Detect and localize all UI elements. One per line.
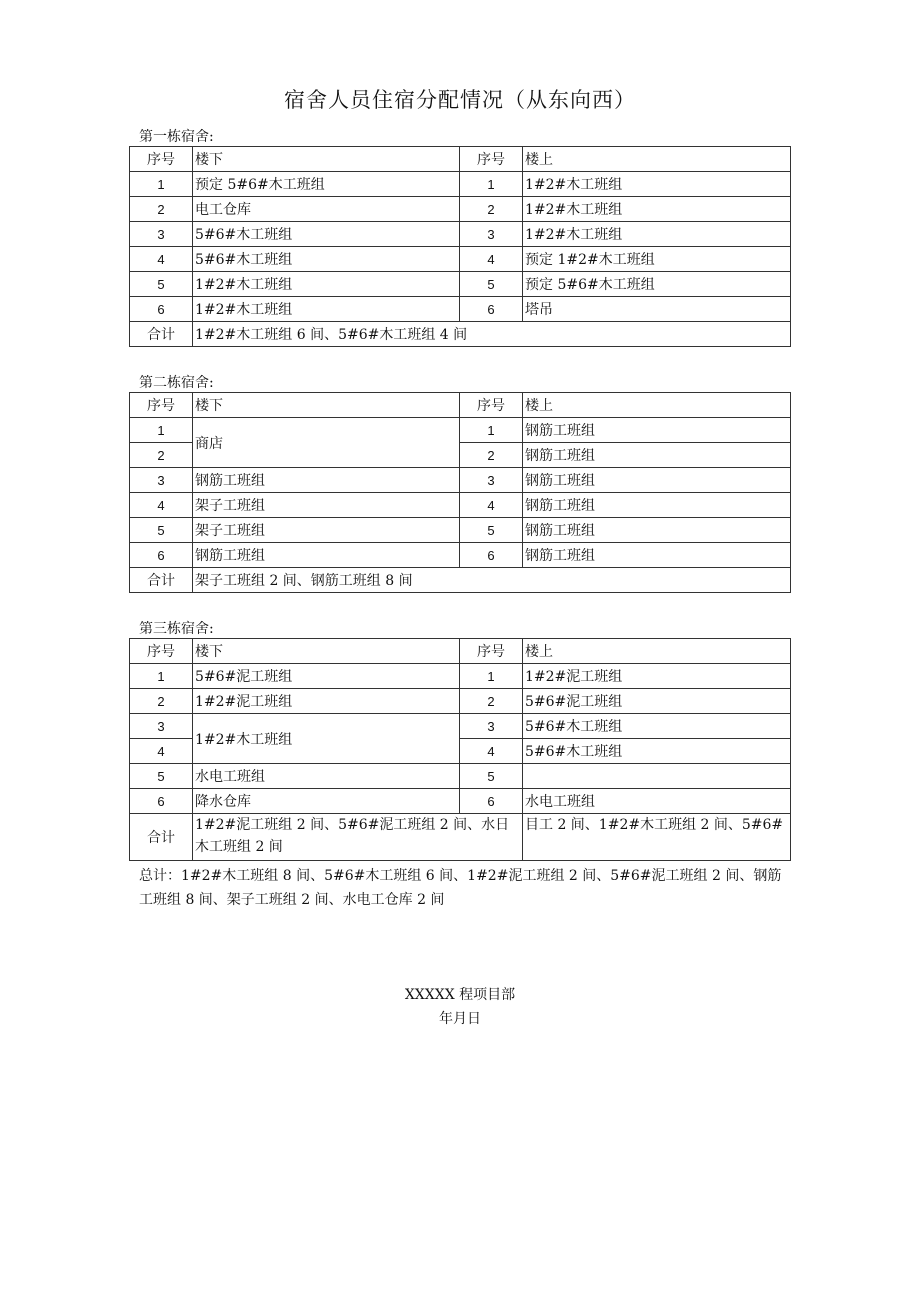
downstairs-cell: 钢筋工班组 — [193, 543, 460, 568]
downstairs-cell: 1#2#木工班组 — [193, 297, 460, 322]
row-number: 5 — [130, 764, 193, 789]
total-row — [130, 322, 791, 347]
downstairs-header: 楼下 — [193, 639, 460, 664]
building-3-table — [129, 638, 791, 861]
table-row — [130, 664, 791, 689]
total-value: 1#2#木工班组 6 间、5#6#木工班组 4 间 — [193, 322, 791, 347]
upstairs-cell: 塔吊 — [523, 297, 791, 322]
upstairs-cell: 钢筋工班组 — [523, 443, 791, 468]
downstairs-cell: 钢筋工班组 — [193, 468, 460, 493]
row-number: 2 — [460, 689, 523, 714]
table-row — [130, 789, 791, 814]
downstairs-cell: 1#2#木工班组 — [193, 272, 460, 297]
downstairs-cell: 水电工班组 — [193, 764, 460, 789]
row-number: 5 — [460, 518, 523, 543]
building-1-label: 第一栋宿舍: — [139, 129, 214, 145]
table-row — [130, 172, 791, 197]
row-number: 1 — [460, 664, 523, 689]
upstairs-header: 楼上 — [523, 393, 791, 418]
upstairs-cell: 5#6#木工班组 — [523, 714, 791, 739]
table-row — [130, 764, 791, 789]
table-row — [130, 247, 791, 272]
date-line: 年月日 — [439, 1011, 481, 1027]
row-number: 3 — [130, 468, 193, 493]
row-number: 4 — [130, 247, 193, 272]
downstairs-cell: 1#2#木工班组 — [193, 714, 460, 764]
downstairs-cell: 5#6#泥工班组 — [193, 664, 460, 689]
upstairs-cell: 5#6#泥工班组 — [523, 689, 791, 714]
upstairs-cell: 水电工班组 — [523, 789, 791, 814]
table-row — [130, 493, 791, 518]
seq-header: 序号 — [460, 393, 523, 418]
seq-header: 序号 — [460, 639, 523, 664]
row-number: 2 — [460, 197, 523, 222]
downstairs-header: 楼下 — [193, 147, 460, 172]
row-number: 6 — [460, 789, 523, 814]
row-number: 6 — [130, 297, 193, 322]
downstairs-header: 楼下 — [193, 393, 460, 418]
seq-header: 序号 — [130, 147, 193, 172]
downstairs-cell: 5#6#木工班组 — [193, 222, 460, 247]
downstairs-cell: 电工仓库 — [193, 197, 460, 222]
row-number: 4 — [460, 493, 523, 518]
building-1-table — [129, 146, 791, 347]
grand-total: 总计：1#2#木工班组 8 间、5#6#木工班组 6 间、1#2#泥工班组 2 间、5#6#泥工班组 2 间、钢筋工班组 8 间、架子工班组 2 间、水电工仓库 2 间 — [139, 868, 782, 908]
row-number: 4 — [130, 739, 193, 764]
row-number: 5 — [130, 272, 193, 297]
row-number: 4 — [460, 739, 523, 764]
page-title: 宿舍人员住宿分配情况（从东向西） — [284, 88, 636, 112]
table-row — [130, 272, 791, 297]
upstairs-cell: 钢筋工班组 — [523, 543, 791, 568]
total-value: 架子工班组 2 间、钢筋工班组 8 间 — [193, 568, 791, 593]
table-header-row — [130, 393, 791, 418]
row-number: 6 — [130, 789, 193, 814]
downstairs-cell: 商店 — [193, 418, 460, 468]
upstairs-cell: 钢筋工班组 — [523, 518, 791, 543]
row-number: 2 — [130, 197, 193, 222]
row-number: 3 — [460, 222, 523, 247]
table-row — [130, 418, 791, 443]
table-row — [130, 518, 791, 543]
upstairs-cell: 钢筋工班组 — [523, 493, 791, 518]
row-number: 3 — [460, 468, 523, 493]
downstairs-cell: 降水仓库 — [193, 789, 460, 814]
row-number: 1 — [130, 172, 193, 197]
upstairs-header: 楼上 — [523, 147, 791, 172]
downstairs-cell: 预定 5#6#木工班组 — [193, 172, 460, 197]
row-number: 2 — [130, 689, 193, 714]
row-number: 2 — [460, 443, 523, 468]
row-number: 1 — [130, 418, 193, 443]
row-number: 5 — [460, 272, 523, 297]
table-row — [130, 543, 791, 568]
upstairs-cell: 1#2#木工班组 — [523, 172, 791, 197]
total-row — [130, 814, 791, 861]
row-number: 3 — [460, 714, 523, 739]
upstairs-cell: 1#2#木工班组 — [523, 222, 791, 247]
total-row — [130, 568, 791, 593]
table-row — [130, 197, 791, 222]
seq-header: 序号 — [460, 147, 523, 172]
upstairs-cell: 5#6#木工班组 — [523, 739, 791, 764]
downstairs-cell: 1#2#泥工班组 — [193, 689, 460, 714]
table-row — [130, 714, 791, 739]
row-number: 1 — [460, 418, 523, 443]
total-label: 合计 — [130, 568, 193, 593]
row-number: 4 — [130, 493, 193, 518]
upstairs-cell: 钢筋工班组 — [523, 418, 791, 443]
row-number: 3 — [130, 714, 193, 739]
organization-name: XXXXX 程项目部 — [404, 987, 516, 1003]
seq-header: 序号 — [130, 639, 193, 664]
total-label: 合计 — [130, 322, 193, 347]
downstairs-cell: 架子工班组 — [193, 493, 460, 518]
total-value-left: 1#2#泥工班组 2 间、5#6#泥工班组 2 间、水日木工班组 2 间 — [193, 814, 523, 861]
row-number: 6 — [130, 543, 193, 568]
table-row — [130, 689, 791, 714]
upstairs-cell: 预定 1#2#木工班组 — [523, 247, 791, 272]
row-number: 5 — [130, 518, 193, 543]
row-number: 6 — [460, 297, 523, 322]
row-number: 1 — [130, 664, 193, 689]
building-3-label: 第三栋宿舍: — [139, 621, 214, 637]
upstairs-cell: 预定 5#6#木工班组 — [523, 272, 791, 297]
table-row — [130, 468, 791, 493]
row-number: 1 — [460, 172, 523, 197]
upstairs-cell — [523, 764, 791, 789]
row-number: 4 — [460, 247, 523, 272]
table-row — [130, 297, 791, 322]
row-number: 6 — [460, 543, 523, 568]
row-number: 2 — [130, 443, 193, 468]
building-2-table — [129, 392, 791, 593]
upstairs-header: 楼上 — [523, 639, 791, 664]
total-label: 合计 — [130, 814, 193, 861]
table-header-row — [130, 639, 791, 664]
downstairs-cell: 5#6#木工班组 — [193, 247, 460, 272]
row-number: 3 — [130, 222, 193, 247]
downstairs-cell: 架子工班组 — [193, 518, 460, 543]
upstairs-cell: 1#2#泥工班组 — [523, 664, 791, 689]
upstairs-cell: 钢筋工班组 — [523, 468, 791, 493]
total-value-right: 目工 2 间、1#2#木工班组 2 间、5#6# — [523, 814, 791, 861]
upstairs-cell: 1#2#木工班组 — [523, 197, 791, 222]
table-row — [130, 222, 791, 247]
row-number: 5 — [460, 764, 523, 789]
building-2-label: 第二栋宿舍: — [139, 375, 214, 391]
table-header-row — [130, 147, 791, 172]
seq-header: 序号 — [130, 393, 193, 418]
